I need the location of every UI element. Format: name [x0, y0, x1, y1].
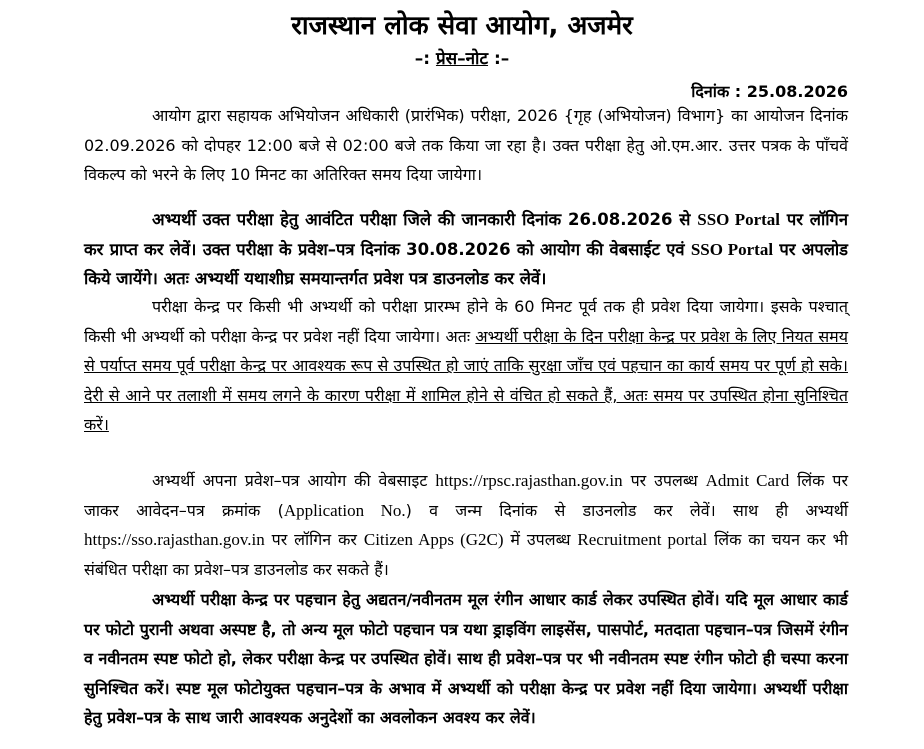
press-note-suffix: :–: [488, 49, 510, 69]
p4-part-g: ) व जन्म दिनांक से डाउनलोड कर लेवें। साथ ही अभ्यर्थी: [405, 500, 848, 520]
p2-part-c: पर लॉगिन कर प्राप्त कर लेवें। उक्त परीक्षा के प्रवेश–पत्र दिनांक 30.08.2026 को आयोग की वेबसाईट एवं: [84, 210, 848, 259]
rpsc-website-link[interactable]: https://rpsc.rajasthan.gov.in: [435, 471, 623, 490]
p4-part-i: पर लॉगिन कर: [264, 530, 364, 550]
paragraph-exam-schedule: [84, 101, 848, 190]
p4-part-e: लिंक पर जाकर आवेदन–पत्र क्रमांक (: [84, 471, 848, 520]
press-note-label: प्रेस–नोट: [435, 49, 489, 69]
admit-card-text: Admit Card: [705, 471, 790, 490]
sso-portal-text-2: SSO Portal: [690, 239, 774, 259]
press-note-heading: [0, 46, 924, 69]
p3-underlined-notice: अभ्यर्थी परीक्षा के दिन परीक्षा केन्द्र पर प्रवेश के लिए नियत समय से पर्याप्त समय पूर्व परीक्षा केन्द्र पर आवश्यक रूप से उपस्थित हो जाएं ताकि सुरक्षा जाँच एवं पहचान का कार्य समय पर पूर्ण हो सके। देरी से आने पर तलाशी में समय लगने के कारण परीक्षा में शामिल होने से वंचित हो सकते हैं, अतः समय पर उपस्थित होना सुनिश्चित करें।: [84, 326, 848, 435]
sso-portal-text-1: SSO Portal: [697, 210, 781, 229]
p4-part-a: अभ्यर्थी अपना प्रवेश–पत्र आयोग की वेबसाइट: [152, 471, 436, 490]
paragraph-download-instructions: [84, 466, 848, 584]
citizen-apps-text: Citizen Apps (G2C): [363, 530, 504, 550]
paragraph-identity-proof: [84, 585, 848, 733]
recruitment-portal-text: Recruitment portal: [577, 530, 708, 550]
page-title: राजस्थान लोक सेवा आयोग, अजमेर: [291, 11, 633, 41]
p4-part-k: में उपलब्ध: [503, 530, 578, 550]
paragraph-exam-schedule-text: आयोग द्वारा सहायक अभियोजन अधिकारी (प्रारंभिक) परीक्षा, 2026 {गृह (अभियोजन) विभाग} का आयोजन दिनांक 02.09.2026 को दोपहर 12:00 बजे से 02:00 बजे तक किया जा रहा है। उक्त परीक्षा हेतु ओ.एम.आर. उत्तर पत्रक के पाँचवें विकल्प को भरने के लिए 10 मिनट का अतिरिक्त समय दिया जायेगा।: [84, 106, 848, 185]
sso-website-link[interactable]: https://sso.rajasthan.gov.in: [84, 530, 265, 550]
paragraph-entry-timing: [84, 292, 848, 440]
p2-part-e: पर अपलोड किये जायेंगे। अतः अभ्यर्थी यथाशीघ्र समयान्तर्गत प्रवेश पत्र डाउनलोड कर लेवें।: [84, 239, 848, 289]
press-note-prefix: –:: [414, 49, 436, 69]
p3-part-a: परीक्षा केन्द्र पर किसी भी अभ्यर्थी को परीक्षा प्रारम्भ होने के 60 मिनट पूर्व तक ही प्रवेश दिया जायेगा। इसके पश्चात् किसी भी अभ्यर्थी को परीक्षा केन्द्र पर प्रवेश नहीं दिया जायेगा। अतः: [84, 297, 848, 346]
p4-part-c: पर उपलब्ध: [622, 471, 706, 490]
p2-part-a: अभ्यर्थी उक्त परीक्षा हेतु आवंटित परीक्षा जिले की जानकारी दिनांक 26.08.2026 से: [152, 210, 698, 229]
application-no-text: Application No.: [283, 500, 406, 520]
press-note-date: दिनांक : 25.08.2026: [691, 82, 848, 101]
paragraph-admit-card-release: [84, 205, 848, 294]
paragraph-identity-proof-text: अभ्यर्थी परीक्षा केन्द्र पर पहचान हेतु अद्यतन/नवीनतम मूल रंगीन आधार कार्ड लेकर उपस्थित होवें। यदि मूल आधार कार्ड पर फोटो पुरानी अथवा अस्पष्ट है, तो अन्य मूल फोटो पहचान पत्र यथा ड्राइविंग लाइसेंस, पासपोर्ट, मतदाता पहचान–पत्र जिसमें रंगीन व नवीनतम स्पष्ट फोटो हो, लेकर परीक्षा केन्द्र पर उपस्थित होवें। साथ ही प्रवेश–पत्र पर भी नवीनतम स्पष्ट रंगीन फोटो ही चस्पा करना सुनिश्चित करें। स्पष्ट मूल फोटोयुक्त पहचान–पत्र के अभाव में अभ्यर्थी को परीक्षा केन्द्र पर प्रवेश नहीं दिया जायेगा। अभ्यर्थी परीक्षा हेतु प्रवेश–पत्र के साथ जारी आवश्यक अनुदेशों का अवलोकन अवश्य कर लेवें।: [84, 590, 848, 728]
p4-part-m: लिंक का चयन कर भी संबंधित परीक्षा का प्रवेश–पत्र डाउनलोड कर सकते हैं।: [84, 530, 848, 579]
